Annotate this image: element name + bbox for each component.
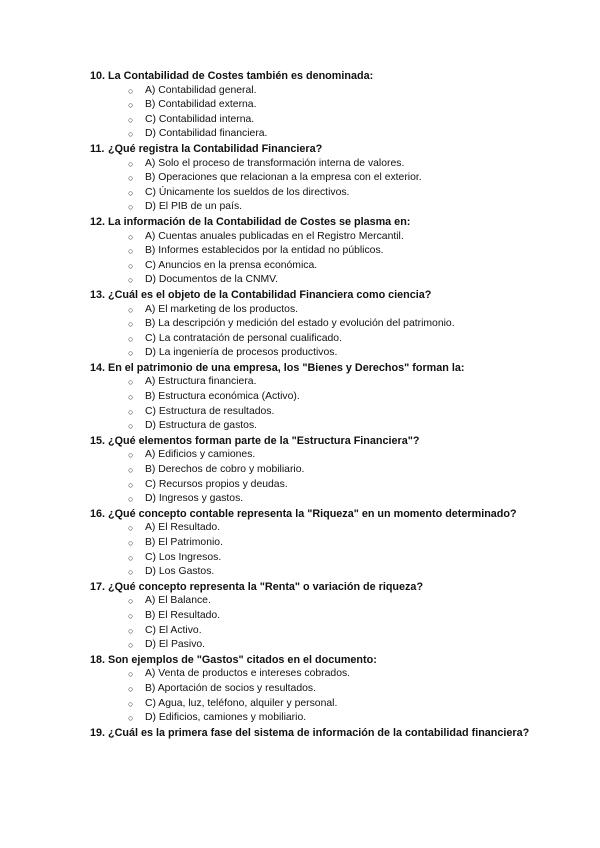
option-text: C) La contratación de personal cualificado. (145, 332, 342, 344)
option-text: D) Contabilidad financiera. (145, 128, 268, 140)
question-text: ¿Cuál es el objeto de la Contabilidad Financiera como ciencia? (108, 288, 432, 301)
circle-bullet-icon: ○ (128, 392, 134, 403)
answer-option (90, 536, 590, 551)
option-text: C) Anuncios en la prensa económica. (145, 259, 318, 271)
circle-bullet-icon: ○ (128, 683, 134, 694)
option-text: B) Operaciones que relacionan a la empresa con el exterior. (145, 172, 422, 184)
option-list (90, 521, 590, 579)
question-number: 14. (90, 361, 106, 374)
answer-option (90, 463, 590, 478)
answer-option (90, 478, 590, 493)
option-text: D) Edificios, camiones y mobiliario. (145, 712, 307, 724)
option-list (90, 230, 590, 288)
question-7 (90, 507, 590, 580)
question-heading (90, 726, 590, 741)
option-text: D) Documentos de la CNMV. (145, 274, 279, 286)
circle-bullet-icon: ○ (128, 173, 134, 184)
option-text: A) El Resultado. (145, 522, 221, 534)
option-list (90, 84, 590, 142)
circle-bullet-icon: ○ (128, 567, 134, 578)
option-list (90, 448, 590, 506)
question-heading (90, 361, 590, 376)
answer-option (90, 390, 590, 405)
option-text: D) La ingeniería de procesos productivos. (145, 347, 338, 359)
answer-option (90, 157, 590, 172)
circle-bullet-icon: ○ (128, 275, 134, 286)
answer-option (90, 98, 590, 113)
answer-option (90, 84, 590, 99)
answer-option (90, 317, 590, 332)
question-heading (90, 434, 590, 449)
option-text: A) El marketing de los productos. (145, 303, 299, 315)
answer-option (90, 521, 590, 536)
answer-option (90, 667, 590, 682)
answer-option (90, 273, 590, 288)
question-1 (90, 69, 590, 142)
circle-bullet-icon: ○ (128, 114, 134, 125)
circle-bullet-icon: ○ (128, 319, 134, 330)
option-list (90, 375, 590, 433)
question-4 (90, 288, 590, 361)
circle-bullet-icon: ○ (128, 304, 134, 315)
question-number: 13. (90, 288, 106, 301)
question-number: 10. (90, 70, 106, 82)
answer-option (90, 682, 590, 697)
question-heading (90, 507, 590, 522)
answer-option (90, 551, 590, 566)
question-text: ¿Qué registra la Contabilidad Financiera? (108, 142, 323, 155)
answer-option (90, 230, 590, 245)
circle-bullet-icon: ○ (128, 377, 134, 388)
option-text: C) Únicamente los sueldos de los directivos. (145, 186, 350, 198)
circle-bullet-icon: ○ (128, 333, 134, 344)
circle-bullet-icon: ○ (128, 610, 134, 621)
question-number: 16. (90, 507, 106, 520)
answer-option (90, 697, 590, 712)
circle-bullet-icon: ○ (128, 494, 134, 505)
answer-option (90, 303, 590, 318)
answer-option (90, 186, 590, 201)
circle-bullet-icon: ○ (128, 85, 134, 96)
circle-bullet-icon: ○ (128, 202, 134, 213)
answer-option (90, 375, 590, 390)
question-text: ¿Cuál es la primera fase del sistema de información de la contabilidad financiera? (108, 726, 530, 739)
question-number: 17. (90, 580, 106, 593)
question-heading (90, 653, 590, 668)
question-5 (90, 361, 590, 434)
answer-option (90, 259, 590, 274)
option-text: A) Contabilidad general. (145, 84, 257, 96)
circle-bullet-icon: ○ (128, 187, 134, 198)
circle-bullet-icon: ○ (128, 129, 134, 140)
circle-bullet-icon: ○ (128, 596, 134, 607)
question-number: 11. (90, 142, 105, 155)
answer-option (90, 492, 590, 507)
answer-option (90, 638, 590, 653)
option-text: C) Los Ingresos. (145, 551, 222, 563)
question-number: 15. (90, 434, 106, 447)
option-text: D) Estructura de gastos. (145, 420, 258, 432)
circle-bullet-icon: ○ (128, 406, 134, 417)
question-9 (90, 653, 590, 726)
option-list (90, 667, 590, 725)
question-8 (90, 580, 590, 653)
question-text: ¿Qué concepto contable representa la "Riqueza" en un momento determinado? (108, 507, 517, 520)
circle-bullet-icon: ○ (128, 713, 134, 724)
option-text: B) Contabilidad externa. (145, 99, 257, 111)
option-text: A) Cuentas anuales publicadas en el Registro Mercantil. (145, 230, 404, 242)
option-text: B) Informes establecidos por la entidad no públicos. (145, 245, 384, 257)
circle-bullet-icon: ○ (128, 698, 134, 709)
option-text: A) Edificios y camiones. (145, 449, 256, 461)
answer-option (90, 711, 590, 726)
question-heading (90, 142, 590, 157)
question-text: La información de la Contabilidad de Costes se plasma en: (108, 215, 411, 228)
option-text: C) Agua, luz, teléfono, alquiler y personal. (145, 697, 338, 709)
question-heading (90, 69, 590, 84)
option-text: A) Venta de productos e intereses cobrados. (145, 668, 351, 680)
answer-option (90, 594, 590, 609)
question-number: 19. (90, 726, 106, 739)
question-text: En el patrimonio de una empresa, los "Bienes y Derechos" forman la: (108, 361, 465, 374)
circle-bullet-icon: ○ (128, 465, 134, 476)
answer-option (90, 244, 590, 259)
option-text: C) Contabilidad interna. (145, 113, 255, 125)
option-list (90, 157, 590, 215)
circle-bullet-icon: ○ (128, 669, 134, 680)
circle-bullet-icon: ○ (128, 479, 134, 490)
circle-bullet-icon: ○ (128, 538, 134, 548)
option-text: B) Aportación de socios y resultados. (145, 682, 316, 694)
answer-option (90, 565, 590, 580)
circle-bullet-icon: ○ (128, 625, 134, 636)
option-list (90, 594, 590, 652)
answer-option (90, 609, 590, 624)
circle-bullet-icon: ○ (128, 158, 134, 169)
option-text: A) El Balance. (145, 595, 211, 607)
answer-option (90, 346, 590, 361)
circle-bullet-icon: ○ (128, 640, 134, 651)
answer-option (90, 624, 590, 639)
answer-option (90, 448, 590, 463)
question-6 (90, 434, 590, 507)
question-number: 18. (90, 653, 106, 666)
option-text: C) Recursos propios y deudas. (145, 478, 288, 490)
answer-option (90, 171, 590, 186)
question-text: ¿Qué elementos forman parte de la "Estructura Financiera"? (108, 434, 420, 447)
question-3 (90, 215, 590, 288)
circle-bullet-icon: ○ (128, 552, 134, 563)
question-heading (90, 215, 590, 230)
answer-option (90, 113, 590, 128)
answer-option (90, 200, 590, 215)
question-text: Son ejemplos de "Gastos" citados en el documento: (108, 653, 377, 666)
answer-option (90, 332, 590, 347)
option-text: B) El Patrimonio. (145, 537, 223, 548)
circle-bullet-icon: ○ (128, 450, 134, 461)
option-text: D) Los Gastos. (145, 566, 215, 578)
question-heading (90, 580, 590, 595)
circle-bullet-icon: ○ (128, 231, 134, 242)
circle-bullet-icon: ○ (128, 260, 134, 271)
answer-option (90, 405, 590, 420)
option-text: D) El PIB de un país. (145, 201, 243, 213)
option-list (90, 303, 590, 361)
circle-bullet-icon: ○ (128, 421, 134, 432)
question-list (90, 69, 590, 740)
question-heading (90, 288, 590, 303)
option-text: A) Estructura financiera. (145, 376, 257, 388)
option-text: B) La descripción y medición del estado y evolución del patrimonio. (145, 318, 455, 330)
answer-option (90, 419, 590, 434)
option-text: D) Ingresos y gastos. (145, 493, 244, 505)
option-text: C) El Activo. (145, 624, 202, 636)
circle-bullet-icon: ○ (128, 523, 134, 534)
question-text: La Contabilidad de Costes también es denominada: (108, 70, 374, 82)
option-text: C) Estructura de resultados. (145, 405, 275, 417)
option-text: A) Solo el proceso de transformación interna de valores. (145, 157, 405, 169)
option-text: B) Derechos de cobro y mobiliario. (145, 464, 305, 476)
question-text: ¿Qué concepto representa la "Renta" o variación de riqueza? (108, 580, 424, 593)
option-text: D) El Pasivo. (145, 639, 206, 651)
answer-option (90, 127, 590, 142)
option-text: B) El Resultado. (145, 609, 221, 621)
option-text: B) Estructura económica (Activo). (145, 391, 300, 403)
question-number: 12. (90, 215, 106, 228)
question-2 (90, 142, 590, 215)
circle-bullet-icon: ○ (128, 246, 134, 257)
question-10 (90, 726, 590, 741)
circle-bullet-icon: ○ (128, 100, 134, 111)
circle-bullet-icon: ○ (128, 348, 134, 359)
